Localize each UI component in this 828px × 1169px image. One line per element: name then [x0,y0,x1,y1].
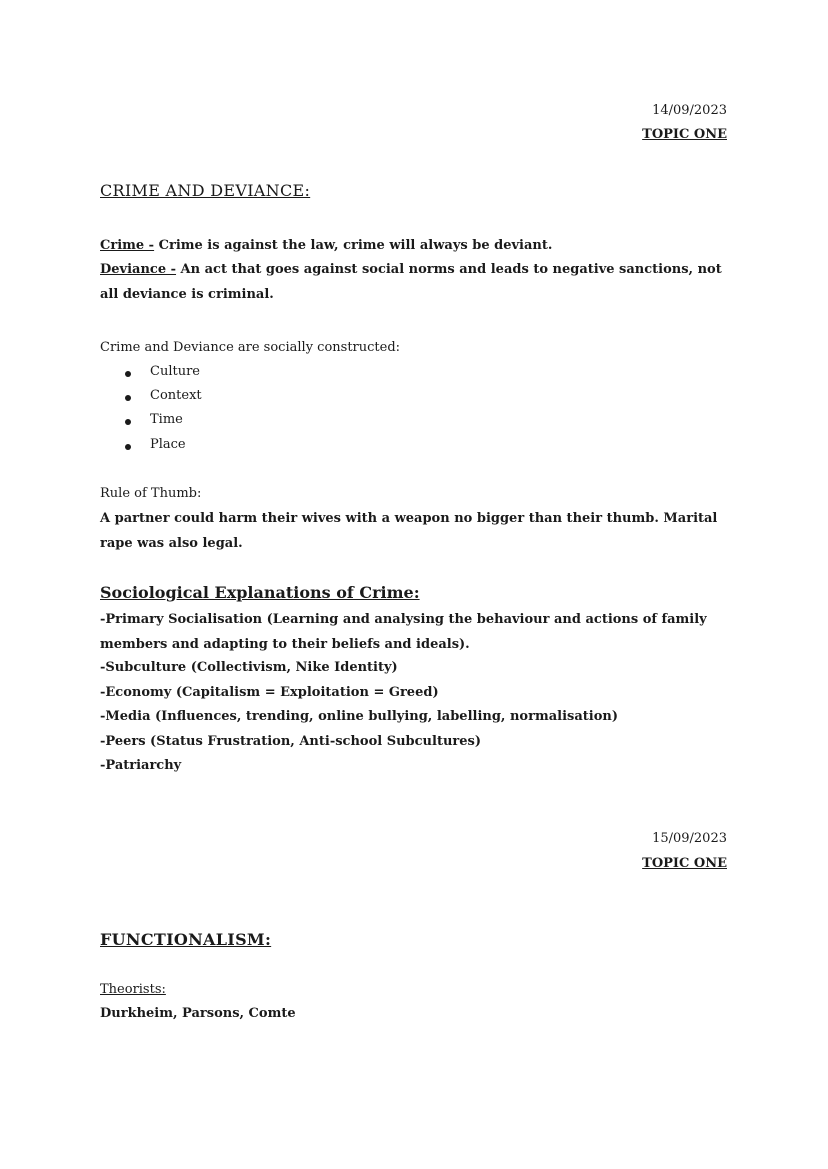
constructed-intro: Crime and Deviance are socially constructed: [100,340,401,355]
date-2: 15/09/2023 [652,831,727,846]
bullet-icon [125,371,131,377]
bullet-icon [125,395,131,401]
rule-of-thumb-text: A partner could harm their wives with a weapon no bigger than their thumb. Marital rape was also legal. [100,511,718,551]
crime-definition [100,234,730,259]
crime-term: Crime - [100,238,155,253]
deviance-term: Deviance - [100,262,177,277]
section-title-sociological: Sociological Explanations of Crime: [100,583,420,602]
crime-def: Crime is against the law, crime will always be deviant. [154,238,553,253]
section-title-crime-deviance: CRIME AND DEVIANCE: [100,181,311,200]
date-1: 14/09/2023 [652,103,727,118]
explanation-line: -Patriarchy [100,758,182,773]
document-page: 14/09/2023 TOPIC ONE CRIME AND DEVIANCE: Crime - Crime is against the law, crime will always be deviant. Deviance - An act that goes against social norms and leads to negative sanctions, not all deviance is criminal. Crime and Deviance are socially constructed: Culture Context Time Place Rule of Thumb: A partner could harm their wives with a weapon no bigger than their thumb. Marital rape was also legal. Sociological Explanations of Crime: -Primary Socialisation (Learning and analysing the behaviour and actions of family members and adapting to their beliefs and ideals). -Subculture (Collectivism, Nike Identity) -Economy (Capitalism = Exploitation = Greed) -Media (Influences, trending, online bullying, labelling, normalisation) -Peers (Status Frustration, Anti-school Subcultures) -Patriarchy 15/09/2023 TOPIC ONE FUNCTIONALISM: Theorists: Durkheim, Parsons, Comte [0,0,828,1169]
explanation-line: -Economy (Capitalism = Exploitation = Greed) [100,685,439,700]
topic-label-1: TOPIC ONE [642,127,727,142]
explanation-line: -Primary Socialisation (Learning and analysing the behaviour and actions of family members and adapting to their beliefs and ideals). [100,612,707,652]
section-title-functionalism: FUNCTIONALISM: [100,930,272,949]
explanation-line: -Peers (Status Frustration, Anti-school Subcultures) [100,734,481,749]
rule-of-thumb-title: Rule of Thumb: [100,486,202,501]
explanation-line: -Media (Influences, trending, online bullying, labelling, normalisation) [100,709,618,724]
explanation-line: -Subculture (Collectivism, Nike Identity) [100,660,398,675]
theorists-label: Theorists: [100,982,166,997]
bullet-icon [125,444,131,450]
deviance-def: An act that goes against social norms and leads to negative sanctions, not all deviance is criminal. [100,262,722,302]
bullet-icon [125,419,131,425]
topic-label-2: TOPIC ONE [642,856,727,871]
deviance-definition [100,258,730,307]
theorists-list: Durkheim, Parsons, Comte [100,1006,296,1021]
